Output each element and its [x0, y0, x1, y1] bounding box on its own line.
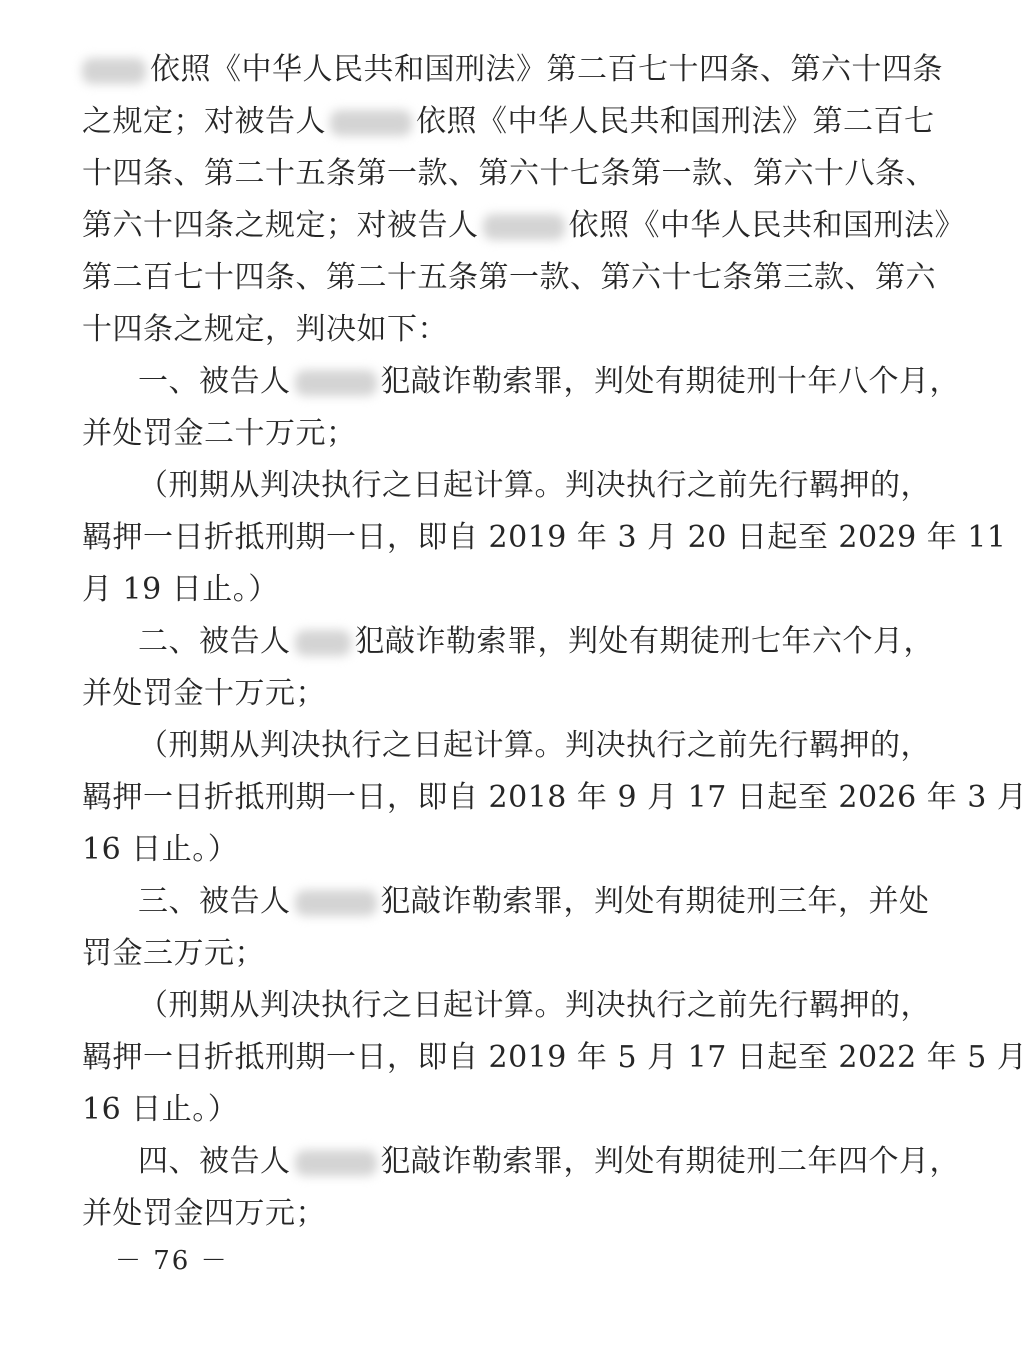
text-segment: （刑期从判决执行之日起计算。判决执行之前先行羁押的， [138, 468, 931, 503]
redacted-name [330, 110, 412, 136]
text-line [82, 829, 902, 871]
text-line [82, 413, 902, 455]
redacted-name [295, 630, 351, 656]
text-segment: 二、被告人 [138, 624, 291, 659]
text-line [82, 1193, 902, 1235]
text-line [82, 569, 902, 611]
redacted-name [483, 214, 565, 240]
text-line [138, 621, 934, 663]
text-segment: 16 日止。） [82, 1092, 239, 1127]
text-line [138, 361, 960, 403]
redacted-name [295, 1150, 377, 1176]
text-line [82, 517, 1007, 559]
text-line [82, 205, 965, 247]
text-segment: 16 日止。） [82, 832, 239, 867]
text-segment: 第六十四条之规定；对被告人 [82, 208, 479, 243]
text-line [82, 673, 902, 715]
text-segment: 犯敲诈勒索罪，判处有期徒刑七年六个月， [354, 624, 934, 659]
text-line [82, 153, 936, 195]
text-line [82, 1037, 1027, 1079]
text-segment: 犯敲诈勒索罪，判处有期徒刑十年八个月， [380, 364, 960, 399]
text-line [82, 777, 1027, 819]
text-segment: 并处罚金二十万元； [82, 416, 357, 451]
text-segment: 罚金三万元； [82, 936, 265, 971]
text-segment: 月 19 日止。） [82, 572, 279, 607]
text-segment: 之规定；对被告人 [82, 104, 326, 139]
text-line [138, 881, 930, 923]
text-segment: 依照《中华人民共和国刑法》第二百七十四条、第六十四条 [150, 52, 943, 87]
text-segment: 一、被告人 [138, 364, 291, 399]
text-segment: 四、被告人 [138, 1144, 291, 1179]
text-segment: 三、被告人 [138, 884, 291, 919]
text-segment: 十四条、第二十五条第一款、第六十七条第一款、第六十八条、 [82, 156, 936, 191]
text-segment: 依照《中华人民共和国刑法》第二百七 [416, 104, 935, 139]
text-segment: 并处罚金十万元； [82, 676, 326, 711]
text-line [138, 465, 931, 507]
text-segment: 犯敲诈勒索罪，判处有期徒刑二年四个月， [380, 1144, 960, 1179]
text-segment: 十四条之规定，判决如下： [82, 312, 448, 347]
text-segment: 羁押一日折抵刑期一日，即自 2019 年 5 月 17 日起至 2022 年 5 月 [82, 1040, 1027, 1075]
text-line [82, 309, 902, 351]
text-segment: （刑期从判决执行之日起计算。判决执行之前先行羁押的， [138, 728, 931, 763]
text-line [138, 985, 931, 1027]
text-segment: 依照《中华人民共和国刑法》 [568, 208, 965, 243]
redacted-name [295, 370, 377, 396]
text-segment: 羁押一日折抵刑期一日，即自 2018 年 9 月 17 日起至 2026 年 3 月 [82, 780, 1027, 815]
text-segment: （刑期从判决执行之日起计算。判决执行之前先行羁押的， [138, 988, 931, 1023]
text-line [82, 101, 935, 143]
text-segment: 犯敲诈勒索罪，判处有期徒刑三年，并处 [380, 884, 930, 919]
text-line [82, 1089, 902, 1131]
text-segment: 第二百七十四条、第二十五条第一款、第六十七条第三款、第六 [82, 260, 936, 295]
redacted-name [295, 890, 377, 916]
text-line [82, 257, 936, 299]
text-line [138, 1141, 960, 1183]
text-line [138, 725, 931, 767]
redacted-name [82, 58, 146, 84]
page-number: － 76 － [115, 1246, 229, 1276]
text-segment: 羁押一日折抵刑期一日，即自 2019 年 3 月 20 日起至 2029 年 11 [82, 520, 1007, 555]
text-line [82, 49, 943, 91]
text-line [82, 933, 902, 975]
text-segment: 并处罚金四万元； [82, 1196, 326, 1231]
